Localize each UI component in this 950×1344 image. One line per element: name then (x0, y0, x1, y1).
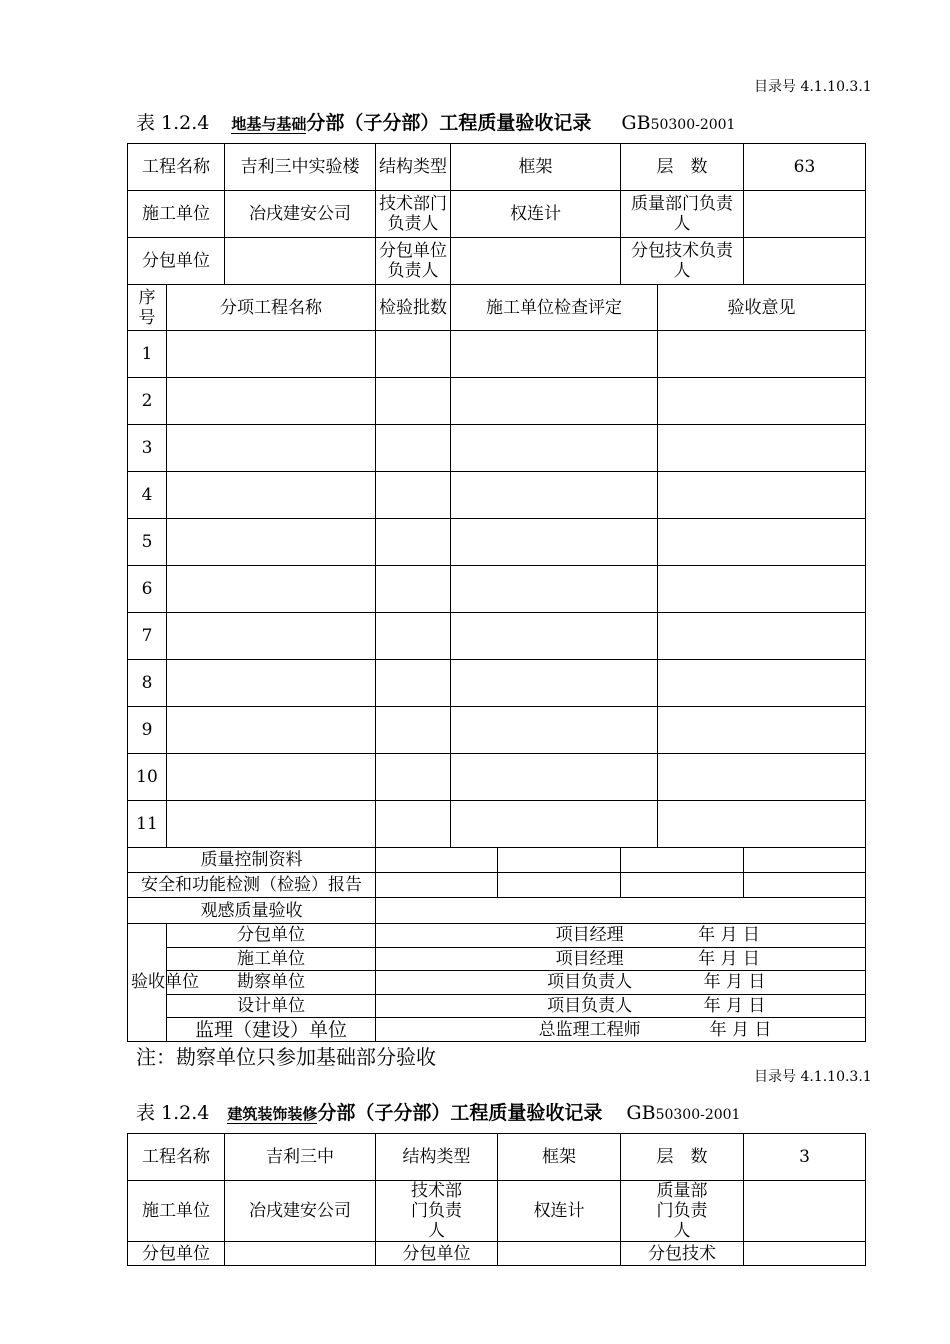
contractor-eval-cell (451, 707, 658, 754)
quality-dept-label: 质量部门负责人 (621, 191, 744, 238)
batches-cell (376, 801, 451, 848)
accept-unit: 分包单位 (167, 924, 376, 948)
accept-signer (376, 924, 866, 948)
title-text: 分部（子分部）工程质量验收记录 (317, 1102, 603, 1124)
acceptance-cell (658, 660, 866, 707)
batches-cell (376, 519, 451, 566)
quality-docs-cell-3 (621, 848, 744, 873)
table-row (128, 425, 866, 472)
safety-cell-4 (744, 873, 866, 898)
signed-date: 年 月 日 (703, 996, 766, 1017)
contractor-value: 冶戌建安公司 (225, 1181, 376, 1242)
row-number: 5 (128, 519, 167, 566)
contractor-eval-cell (451, 378, 658, 425)
check-row-quality-docs (128, 848, 866, 873)
batches-cell (376, 378, 451, 425)
acceptance-header: 验收意见 (658, 285, 866, 331)
item-name-cell (167, 707, 376, 754)
safety-cell-1 (376, 873, 498, 898)
accept-unit: 监理（建设）单位 (167, 1018, 376, 1042)
sub-tech-value (744, 1242, 866, 1266)
item-name-cell (167, 425, 376, 472)
standard-code: GB50300-2001 (626, 1102, 741, 1124)
row-number: 3 (128, 425, 167, 472)
item-name-cell (167, 331, 376, 378)
acceptance-cell (658, 707, 866, 754)
accept-signer (376, 994, 866, 1018)
project-name-label: 工程名称 (128, 1134, 225, 1181)
tech-dept-label: 技术部门负责人 (376, 1181, 498, 1242)
contractor-eval-cell (451, 425, 658, 472)
signed-date: 年 月 日 (709, 1019, 772, 1040)
quality-docs-cell-1 (376, 848, 498, 873)
table-row (128, 566, 866, 613)
subcontractor-value (225, 1242, 376, 1266)
contractor-eval-cell (451, 472, 658, 519)
part-name: 地基与基础 (231, 115, 307, 133)
batches-cell (376, 660, 451, 707)
item-name-header: 分项工程名称 (167, 285, 376, 331)
form-title (136, 108, 735, 135)
structure-type-label: 结构类型 (376, 144, 451, 191)
contractor-label: 施工单位 (128, 191, 225, 238)
row-number: 9 (128, 707, 167, 754)
row-number: 10 (128, 754, 167, 801)
sub-tech-label: 分包技术负责人 (621, 238, 744, 285)
accept-signer (376, 1018, 866, 1042)
row-number: 4 (128, 472, 167, 519)
table-row (128, 331, 866, 378)
structure-type-value: 框架 (498, 1134, 621, 1181)
row-number: 6 (128, 566, 167, 613)
contractor-eval-cell (451, 331, 658, 378)
signer-role: 项目经理 (555, 925, 624, 946)
section-number: 表 1.2.4 (136, 112, 210, 134)
item-name-cell (167, 801, 376, 848)
batches-header: 检验批数 (376, 285, 451, 331)
contractor-eval-cell (451, 754, 658, 801)
accept-signer (376, 971, 866, 995)
quality-docs-label: 质量控制资料 (128, 848, 376, 873)
subcontractor-value (225, 238, 376, 285)
header-row-project (128, 1134, 866, 1181)
quality-dept-label: 质量部门负责人 (621, 1181, 744, 1242)
batches-cell (376, 566, 451, 613)
row-number: 7 (128, 613, 167, 660)
table-row (128, 707, 866, 754)
acceptance-cell (658, 331, 866, 378)
acceptance-cell (658, 566, 866, 613)
structure-type-label: 结构类型 (376, 1134, 498, 1181)
contractor-eval-cell (451, 801, 658, 848)
standard-code: GB50300-2001 (621, 112, 736, 134)
table-row (128, 519, 866, 566)
check-row-appearance (128, 898, 866, 924)
header-row-project (128, 144, 866, 191)
section-number: 表 1.2.4 (136, 1102, 210, 1124)
title-text: 分部（子分部）工程质量验收记录 (306, 112, 592, 134)
sub-tech-value (744, 238, 866, 285)
acceptance-record-table (127, 143, 866, 1042)
item-name-cell (167, 378, 376, 425)
row-number: 8 (128, 660, 167, 707)
floors-label: 层 数 (621, 144, 744, 191)
appearance-value (376, 898, 866, 924)
table-row (128, 660, 866, 707)
catalog-number: 目录号 4.1.10.3.1 (754, 79, 872, 95)
item-name-cell (167, 613, 376, 660)
structure-type-value: 框架 (451, 144, 621, 191)
acceptance-row (128, 994, 866, 1018)
table-row (128, 613, 866, 660)
acceptance-record-table-2 (127, 1133, 866, 1266)
contractor-value: 冶戌建安公司 (225, 191, 376, 238)
row-number: 2 (128, 378, 167, 425)
safety-cell-2 (498, 873, 621, 898)
acceptance-cell (658, 472, 866, 519)
row-number: 11 (128, 801, 167, 848)
items-header-row (128, 285, 866, 331)
table-row (128, 472, 866, 519)
safety-test-label: 安全和功能检测（检验）报告 (128, 873, 376, 898)
acceptance-cell (658, 801, 866, 848)
signed-date: 年 月 日 (703, 972, 766, 993)
signed-date: 年 月 日 (698, 948, 760, 969)
contractor-eval-cell (451, 519, 658, 566)
batches-cell (376, 707, 451, 754)
accept-unit: 勘察单位 (167, 971, 376, 995)
row-number: 1 (128, 331, 167, 378)
quality-docs-cell-2 (498, 848, 621, 873)
accept-unit: 施工单位 (167, 947, 376, 971)
sub-head-label: 分包单位 (376, 1242, 498, 1266)
sub-tech-label: 分包技术 (621, 1242, 744, 1266)
item-name-cell (167, 519, 376, 566)
acceptance-row (128, 947, 866, 971)
accept-signer (376, 947, 866, 971)
catalog-number: 目录号 4.1.10.3.1 (754, 1069, 872, 1085)
quality-dept-value (744, 1181, 866, 1242)
batches-cell (376, 613, 451, 660)
footnote: 注：勘察单位只参加基础部分验收 (136, 1045, 436, 1069)
signed-date: 年 月 日 (698, 925, 760, 946)
project-name-label: 工程名称 (128, 144, 225, 191)
header-row-subcontractor (128, 238, 866, 285)
acceptance-row (128, 971, 866, 995)
tech-dept-value: 权连计 (451, 191, 621, 238)
table-row (128, 754, 866, 801)
signer-role: 项目负责人 (547, 972, 633, 993)
accept-unit: 设计单位 (167, 994, 376, 1018)
quality-docs-cell-4 (744, 848, 866, 873)
project-name-value: 吉利三中 (225, 1134, 376, 1181)
sub-head-value (451, 238, 621, 285)
subcontractor-label: 分包单位 (128, 1242, 225, 1266)
table-row (128, 801, 866, 848)
acceptance-cell (658, 613, 866, 660)
item-rows (128, 331, 866, 848)
floors-label: 层 数 (621, 1134, 744, 1181)
item-name-cell (167, 472, 376, 519)
form-title (136, 1098, 740, 1125)
table-row (128, 378, 866, 425)
sub-head-label: 分包单位负责人 (376, 238, 451, 285)
acceptance-row (128, 1018, 866, 1042)
signer-role: 项目负责人 (547, 996, 633, 1017)
part-name: 建筑装饰装修 (227, 1105, 318, 1123)
floors-value: 3 (744, 1134, 866, 1181)
item-name-cell (167, 754, 376, 801)
seq-header: 序号 (128, 285, 167, 331)
acceptance-cell (658, 378, 866, 425)
check-row-safety (128, 873, 866, 898)
project-name-value: 吉利三中实验楼 (225, 144, 376, 191)
header-row-contractor (128, 1181, 866, 1242)
tech-dept-label: 技术部门负责人 (376, 191, 451, 238)
contractor-eval-cell (451, 566, 658, 613)
batches-cell (376, 754, 451, 801)
acceptance-cell (658, 519, 866, 566)
contractor-label: 施工单位 (128, 1181, 225, 1242)
tech-dept-value: 权连计 (498, 1181, 621, 1242)
item-name-cell (167, 660, 376, 707)
contractor-eval-cell (451, 660, 658, 707)
acceptance-units-label: 验收单位 (128, 924, 167, 1042)
signer-role: 总监理工程师 (538, 1019, 641, 1040)
safety-cell-3 (621, 873, 744, 898)
item-name-cell (167, 566, 376, 613)
appearance-label: 观感质量验收 (128, 898, 376, 924)
quality-dept-value (744, 191, 866, 238)
signer-role: 项目经理 (555, 948, 624, 969)
subcontractor-label: 分包单位 (128, 238, 225, 285)
header-row-contractor (128, 191, 866, 238)
contractor-eval-cell (451, 613, 658, 660)
floors-value: 63 (744, 144, 866, 191)
batches-cell (376, 425, 451, 472)
acceptance-cell (658, 754, 866, 801)
batches-cell (376, 472, 451, 519)
contractor-eval-header: 施工单位检查评定 (451, 285, 658, 331)
acceptance-cell (658, 425, 866, 472)
batches-cell (376, 331, 451, 378)
header-row-subcontractor (128, 1242, 866, 1266)
sub-head-value (498, 1242, 621, 1266)
acceptance-row (128, 924, 866, 948)
